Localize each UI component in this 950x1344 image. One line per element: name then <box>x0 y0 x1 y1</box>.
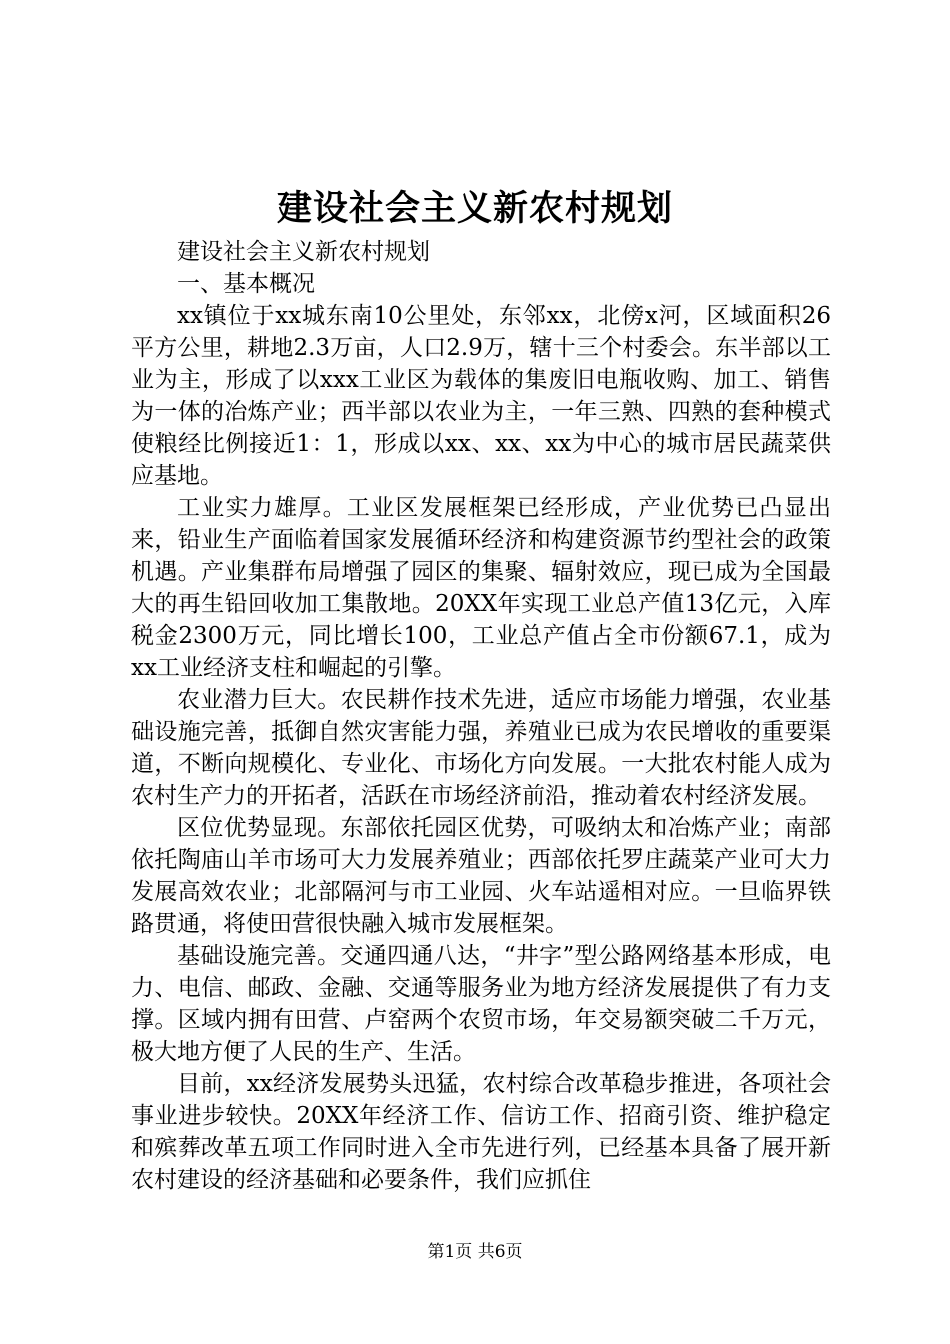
paragraph-infrastructure: 基础设施完善。交通四通八达，“井字”型公路网络基本形成，电力、电信、邮政、金融、交通等服务业为地方经济发展提供了有力支撑。区域内拥有田营、卢窑两个农贸市场，年交易额突破二千万元，极大地方便了人民的生产、生活。 <box>131 943 831 1065</box>
paragraph-section-heading: 一、基本概况 <box>177 271 315 297</box>
paragraph-subtitle: 建设社会主义新农村规划 <box>177 239 430 265</box>
paragraph-current: 目前，xx经济发展势头迅猛，农村综合改革稳步推进，各项社会事业进步较快。20XX年经济工作、信访工作、招商引资、维护稳定和殡葬改革五项工作同时进入全市先进行列，已经基本具备了展开新农村建设的经济基础和必要条件，我们应抓住 <box>131 1071 831 1193</box>
document-title: 建设社会主义新农村规划 <box>276 188 673 229</box>
paragraph-overview: xx镇位于xx城东南10公里处，东邻xx，北傍x河，区域面积26平方公里，耕地2.3万亩，人口2.9万，辖十三个村委会。东半部以工业为主，形成了以xxx工业区为载体的集废旧电瓶收购、加工、销售为一体的冶炼产业；西半部以农业为主，一年三熟、四熟的套种模式使粮经比例接近1：1，形成以xx、xx、xx为中心的城市居民蔬菜供应基地。 <box>131 303 831 489</box>
paragraph-agriculture: 农业潜力巨大。农民耕作技术先进，适应市场能力增强，农业基础设施完善，抵御自然灾害能力强，养殖业已成为农民增收的重要渠道，不断向规模化、专业化、市场化方向发展。一大批农村能人成为农村生产力的开拓者，活跃在市场经济前沿，推动着农村经济发展。 <box>131 687 831 809</box>
paragraph-location: 区位优势显现。东部依托园区优势，可吸纳太和冶炼产业；南部依托陶庙山羊市场可大力发展养殖业；西部依托罗庄蔬菜产业可大力发展高效农业；北部隔河与市工业园、火车站遥相对应。一旦临界铁路贯通，将使田营很快融入城市发展框架。 <box>131 815 831 937</box>
paragraph-industry: 工业实力雄厚。工业区发展框架已经形成，产业优势已凸显出来，铅业生产面临着国家发展循环经济和构建资源节约型社会的政策机遇。产业集群布局增强了园区的集聚、辐射效应，现已成为全国最大的再生铅回收加工集散地。20XX年实现工业总产值13亿元，入库税金2300万元，同比增长100，工业总产值占全市份额67.1，成为xx工业经济支柱和崛起的引擎。 <box>131 495 831 681</box>
page-number-footer: 第1页 共6页 <box>427 1242 523 1262</box>
document-body <box>131 236 831 1196</box>
